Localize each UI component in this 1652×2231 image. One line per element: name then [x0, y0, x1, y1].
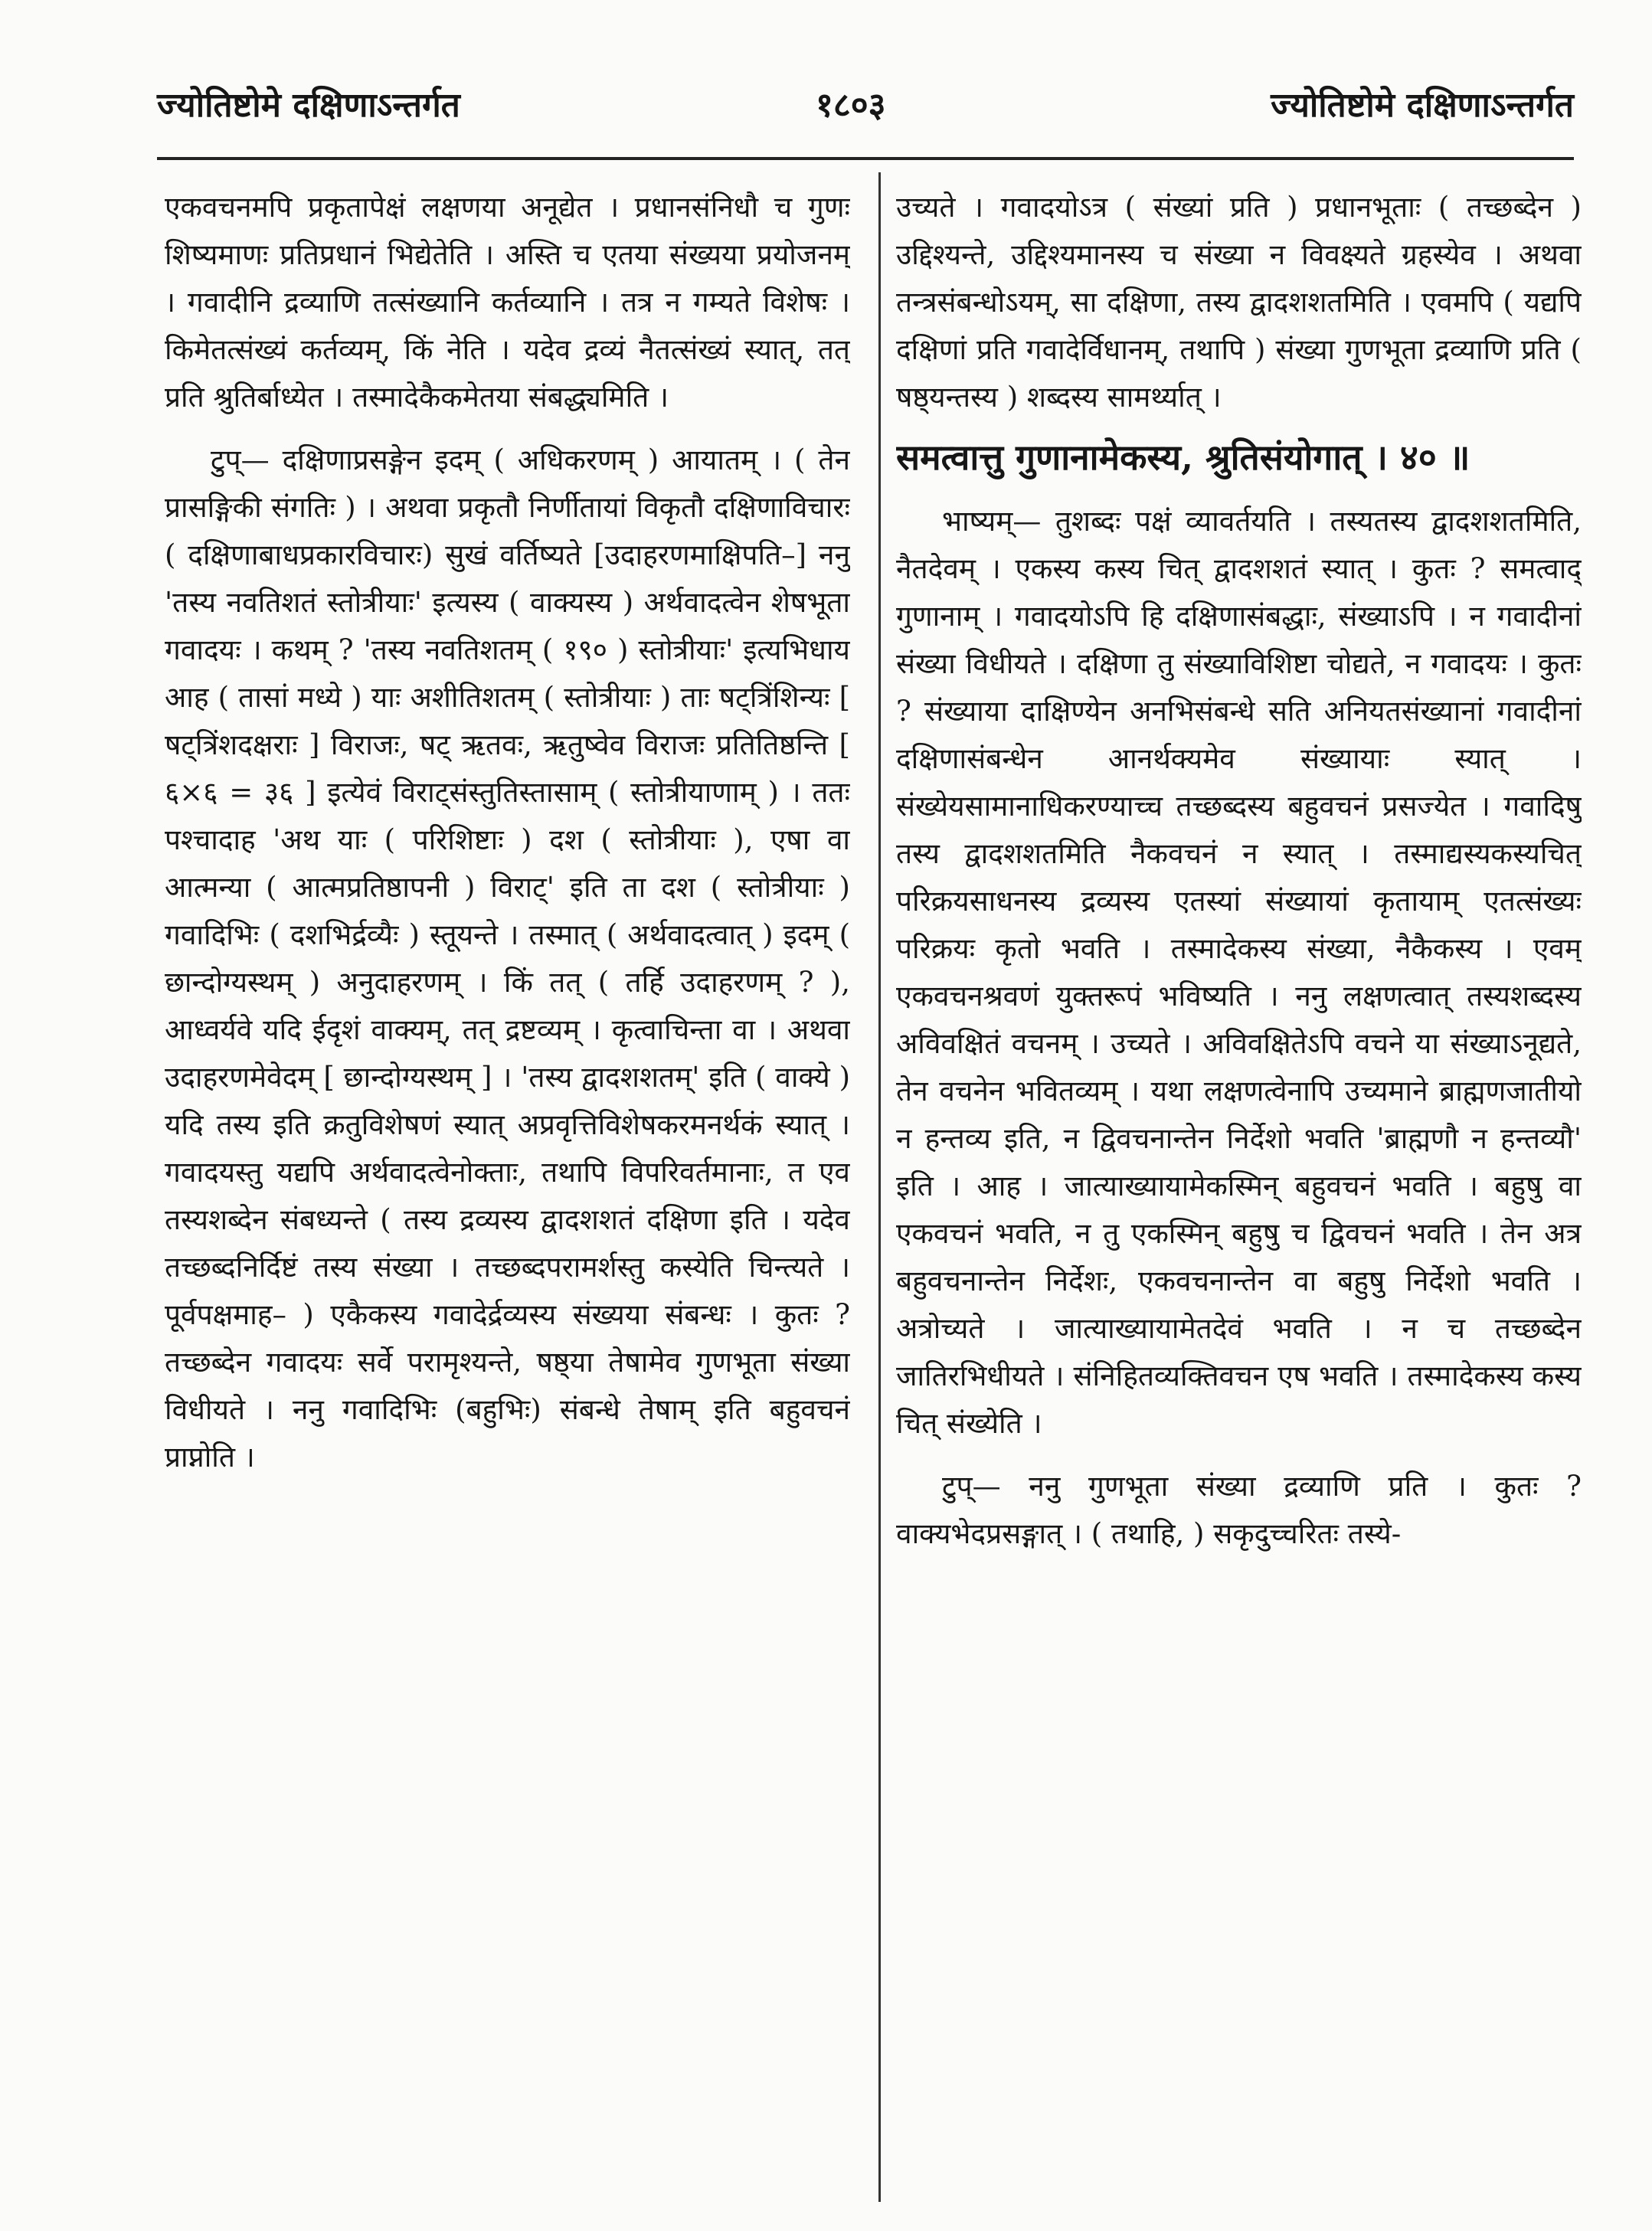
left-column: [165, 184, 850, 2206]
sutra-heading: समत्वात्तु गुणानामेकस्य, श्रुतिसंयोगात् । ४० ॥: [896, 437, 1470, 478]
header-right-title: ज्योतिष्टोमे दक्षिणाऽन्तर्गत: [1271, 86, 1574, 125]
column-divider: [878, 172, 881, 2202]
header-left-title: ज्योतिष्टोमे दक्षिणाऽन्तर्गत: [157, 86, 460, 125]
paragraph-tup-commentary: टुप्— दक्षिणाप्रसङ्गेन इदम् ( अधिकरणम् ) आयातम् । ( तेन प्रासङ्गिकी संगतिः ) । अथवा प्रकृतौ निर्णीतायां विकृतौ दक्षिणाविचारः ( दक्षिणाबाधप्रकारविचारः) सुखं वर्तिष्यते [उदाहरणमाक्षिपति–] ननु 'तस्य नवतिशतं स्तोत्रीयाः' इत्यस्य ( वाक्यस्य ) अर्थवादत्वेन शेषभूता गवादयः । कथम् ? 'तस्य नवतिशतम् ( १९० ) स्तोत्रीयाः' इत्यभिधाय आह ( तासां मध्ये ) याः अशीतिशतम् ( स्तोत्रीयाः ) ताः षट्त्रिंशिन्यः [ षट्त्रिंशदक्षराः ] विराजः, षट् ऋतवः, ऋतुष्वेव विराजः प्रतितिष्ठन्ति [ ६×६ = ३६ ] इत्येवं विराट्संस्तुतिस्तासाम् ( स्तोत्रीयाणाम् ) । ततः पश्चादाह 'अथ याः ( परिशिष्टाः ) दश ( स्तोत्रीयाः ), एषा वा आत्मन्या ( आत्मप्रतिष्ठापनी ) विराट्' इति ता दश ( स्तोत्रीयाः ) गवादिभिः ( दशभिर्द्रव्यैः ) स्तूयन्ते । तस्मात् ( अर्थवादत्वात् ) इदम् ( छान्दोग्यस्थम् ) अनुदाहरणम् । किं तत् ( तर्हि उदाहरणम् ? ), आध्वर्यवे यदि ईदृशं वाक्यम्, तत् द्रष्टव्यम् । कृत्वाचिन्ता वा । अथवा उदाहरणमेवेदम् [ छान्दोग्यस्थम् ] । 'तस्य द्वादशशतम्' इति ( वाक्ये ) यदि तस्य इति क्रतुविशेषणं स्यात् अप्रवृत्तिविशेषकरमनर्थकं स्यात् । गवादयस्तु यद्यपि अर्थवादत्वेनोक्ताः, तथापि विपरिवर्तमानाः, त एव तस्यशब्देन संबध्यन्ते ( तस्य द्रव्यस्य द्वादशशतं दक्षिणा इति । यदेव तच्छब्दनिर्दिष्टं तस्य संख्या । तच्छब्दपरामर्शस्तु कस्येति चिन्त्यते । पूर्वपक्षमाह– ) एकैकस्य गवादेर्द्रव्यस्य संख्यया संबन्धः । कुतः ? तच्छब्देन गवादयः सर्वे परामृश्यन्ते, षष्ठ्या तेषामेव गुणभूता संख्या विधीयते । ननु गवादिभिः (बहुभिः) संबन्धे तेषाम् इति बहुवचनं प्राप्नोति ।: [165, 443, 850, 1474]
paragraph: एकवचनमपि प्रकृतापेक्षं लक्षणया अनूद्येत । प्रधानसंनिधौ च गुणः शिष्यमाणः प्रतिप्रधानं भिद्येतेति । अस्ति च एतया संख्यया प्रयोजनम् । गवादीनि द्रव्याणि तत्संख्यानि कर्तव्यानि । तत्र न गम्यते विशेषः । किमेतत्संख्यं कर्तव्यम्, किं नेति । यदेव द्रव्यं नैतत्संख्यं स्यात्, तत् प्रति श्रुतिर्बाध्येत । तस्मादेकैकमेतया संबद्ध्यमिति ।: [165, 191, 850, 414]
paragraph-bhashya: भाष्यम्— तुशब्दः पक्षं व्यावर्तयति । तस्यतस्य द्वादशशतमिति, नैतदेवम् । एकस्य कस्य चित् द्वादशशतं स्यात् । कुतः ? समत्वाद् गुणानाम् । गवादयोऽपि हि दक्षिणासंबद्धाः, संख्याऽपि । न गवादीनां संख्या विधीयते । दक्षिणा तु संख्याविशिष्टा चोद्यते, न गवादयः । कुतः ? संख्याया दाक्षिण्येन अनभिसंबन्धे सति अनियतसंख्यानां गवादीनां दक्षिणासंबन्धेन आनर्थक्यमेव संख्यायाः स्यात् । संख्येयसामानाधिकरण्याच्च तच्छब्दस्य बहुवचनं प्रसज्येत । गवादिषु तस्य द्वादशशतमिति नैकवचनं न स्यात् । तस्माद्यस्यकस्यचित् परिक्रयसाधनस्य द्रव्यस्य एतस्यां संख्यायां कृतायाम् एतत्संख्यः परिक्रयः कृतो भवति । तस्मादेकस्य संख्या, नैकैकस्य । एवम् एकवचनश्रवणं युक्तरूपं भविष्यति । ननु लक्षणत्वात् तस्यशब्दस्य अविवक्षितं वचनम् । उच्यते । अविवक्षितेऽपि वचने या संख्याऽनूद्यते, तेन वचनेन भवितव्यम् । यथा लक्षणत्वेनापि उच्यमाने ब्राह्मणजातीयो न हन्तव्य इति, न द्विवचनान्तेन निर्देशो भवति 'ब्राह्मणौ न हन्तव्यौ' इति । आह । जात्याख्यायामेकस्मिन् बहुवचनं भवति । बहुषु वा एकवचनं भवति, न तु एकस्मिन् बहुषु च द्विवचनं भवति । तेन अत्र बहुवचनान्तेन निर्देशः, एकवचनान्तेन वा बहुषु निर्देशो भवति । अत्रोच्यते । जात्याख्यायामेतदेवं भवति । न च तच्छब्देन जातिरभिधीयते । संनिहितव्यक्तिवचन एष भवति । तस्मादेकस्य कस्य चित् संख्येति ।: [896, 505, 1582, 1440]
running-header: [157, 73, 1574, 134]
right-column: [896, 184, 1582, 2206]
page-number: १८०३: [816, 86, 886, 125]
paragraph-tup-commentary: टुप्— ननु गुणभूता संख्या द्रव्याणि प्रति । कुतः ? वाक्यभेदप्रसङ्गात् । ( तथाहि, ) सकृदुच्चरितः तस्ये-: [896, 1470, 1582, 1550]
header-rule: [157, 157, 1574, 160]
paragraph: उच्यते । गवादयोऽत्र ( संख्यां प्रति ) प्रधानभूताः ( तच्छब्देन ) उद्दिश्यन्ते, उद्दिश्यमानस्य च संख्या न विवक्ष्यते ग्रहस्येव । अथवा तन्त्रसंबन्धोऽयम्, सा दक्षिणा, तस्य द्वादशशतमिति । एवमपि ( यद्यपि दक्षिणां प्रति गवादेर्विधानम्, तथापि ) संख्या गुणभूता द्रव्याणि प्रति ( षष्ठ्यन्तस्य ) शब्दस्य सामर्थ्यात् ।: [896, 191, 1582, 414]
